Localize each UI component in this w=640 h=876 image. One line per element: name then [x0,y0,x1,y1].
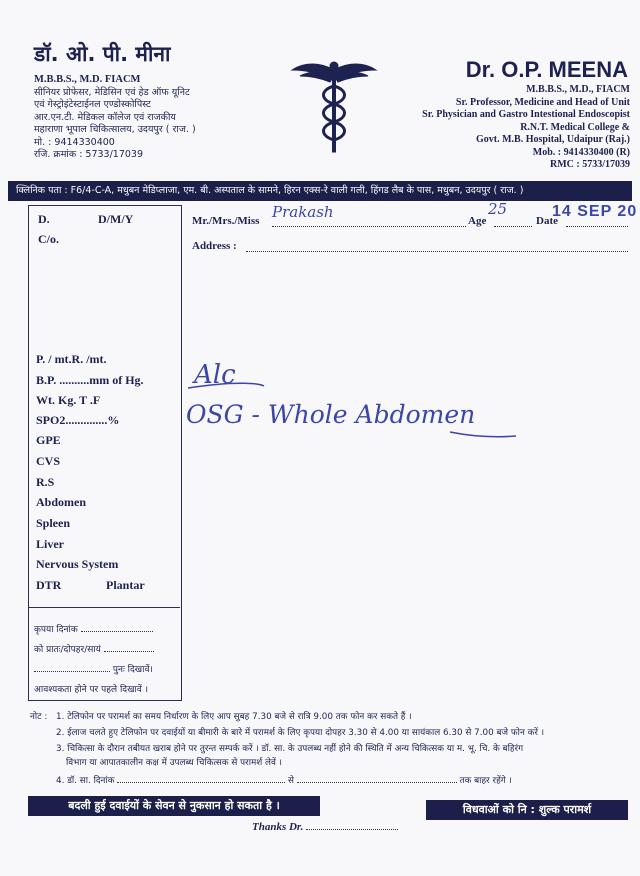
dtr-label: DTR [36,578,62,592]
exam-rs: R.S [36,475,55,489]
medicine-warning-banner: बदली हुई दवाईयों के सेवन से नुकसान हो सकता है । [28,796,320,816]
pulse-resp-label: P. / mt.R. /mt. [36,352,107,366]
note-label: नोट : [30,712,48,722]
note-3: 3. चिकित्सा के दौरान तबीयत खराब होने पर तुरन्त सम्पर्क करें । डॉ. सा. के उपलब्ध नहीं होने की स्थिति में अन्य चिकित्सक या म. भू. चि. के बहिरंग [56,744,524,754]
handwritten-age: 25 [488,200,508,218]
hospital-line-en: Govt. M.B. Hospital, Udaipur (Raj.) [476,134,630,145]
followup-divider [28,607,180,608]
note-1: 1. टेलिफोन पर परामर्श का समय निर्धारण के लिए आप सुबह 7.30 बजे से रात्रि 9.00 तक फोन कर सकते हैं । [56,712,412,722]
mobile-line: मो. : 9414330400 [34,136,115,148]
co-label: C/o. [38,232,59,246]
doctor-details-hindi [34,74,196,162]
followup-date-label: कृपया दिनांक [34,624,153,636]
clinic-address-bar: क्लिनिक पता : F6/4-C-A, मधुबन मेडिप्लाजा, एम. बी. अस्पताल के सामने, हिरन एक्स-रे वाली गली, हिंगड लैब के पास, मधुबन, उदयपुर ( राज. ) [8,181,632,201]
note-4: 4. डॉ. सा. दिनांक से तक बाहर रहेंगे । [56,776,512,786]
handwritten-strokes [180,380,520,440]
note-3-cont: विभाग या आपातकालीन कक्ष में उपलब्ध चिकित्सक से परामर्श लेवें । [66,758,283,768]
exam-nervous-system: Nervous System [36,557,119,571]
followup-revisit-label: पुनः दिखावें। [34,664,153,676]
designation-line-en: Sr. Professor, Medicine and Head of Unit [455,96,630,108]
exam-spleen: Spleen [36,516,71,530]
hospital-line: महाराणा भूपाल चिकित्सालय, उदयपुर ( राज. ) [34,124,196,135]
college-line-en: R.N.T. Medical College & [520,121,630,133]
doctor-name-english: Dr. O.P. MEENA [465,57,628,82]
handwritten-patient-name: Prakash [272,203,334,221]
followup-time-label: को प्रातः/दोपहर/सायं [34,644,154,656]
date-label: Date [536,215,558,227]
patient-name-label: Mr./Mrs./Miss [192,215,260,227]
degree-line: M.B.B.S., M.D. FIACM [34,74,141,85]
specialty-line: एवं गेस्ट्रोइंटेस्टाईनल एण्डोस्कोपिस्ट [34,99,151,110]
followup-early-label: आवश्यकता होने पर पहले दिखावें । [34,685,149,695]
weight-temp-label: Wt. Kg. T .F [36,393,101,407]
age-label: Age [468,215,487,227]
exam-gpe: GPE [36,433,61,447]
address-label: Address : [192,240,237,252]
caduceus-icon [290,56,378,156]
mobile-line-en: Mob. : 9414330400 (R) [532,146,630,158]
exam-liver: Liver [36,537,64,551]
patient-name-line [272,226,466,227]
date-line [566,226,628,227]
doctor-details-english [422,84,630,172]
note-2: 2. ईलाज चलते हुए टेलिफोन पर दवाईयों या बीमारी के बारे में परामर्श के लिए कृपया दोपहर 3.30 से 4.00 या सायंकाल 6.30 से 7.00 बजे फोन करें । [56,728,545,738]
d-label: D. [38,212,50,226]
exam-cvs: CVS [36,454,61,468]
handwritten-investigation: OSG - Whole Abdomen [186,400,476,429]
age-line [494,226,532,227]
thanks-line: Thanks Dr. [252,821,398,833]
rmc-line-en: RMC : 5733/17039 [550,159,630,170]
registration-line: रजि. क्रमांक : 5733/17039 [34,149,144,160]
address-line [246,251,628,252]
date-stamp: 14 SEP 20 [552,203,638,220]
dmy-label: D/M/Y [98,212,134,226]
college-line: आर.एन.टी. मेडिकल कॉलेज एवं राजकीय [34,111,176,123]
designation-line: सीनियर प्रोफेसर, मेडिसिन एवं हेड ऑफ यूनिट [34,86,190,98]
plantar-label: Plantar [106,578,145,592]
bp-label: B.P. ..........mm of Hg. [36,373,144,387]
spo2-label: SPO2..............% [36,413,120,427]
degree-line-en: M.B.B.S., M.D., FIACM [526,84,630,95]
specialty-line-en: Sr. Physician and Gastro Intestional Endoscopist [422,109,630,120]
handwritten-complaint: Alc [194,360,236,390]
widow-consultation-banner: विधवाओं को नि : शुल्क परामर्श [426,800,628,820]
exam-abdomen: Abdomen [36,495,87,509]
doctor-name-hindi: डॉ. ओ. पी. मीना [34,42,171,66]
